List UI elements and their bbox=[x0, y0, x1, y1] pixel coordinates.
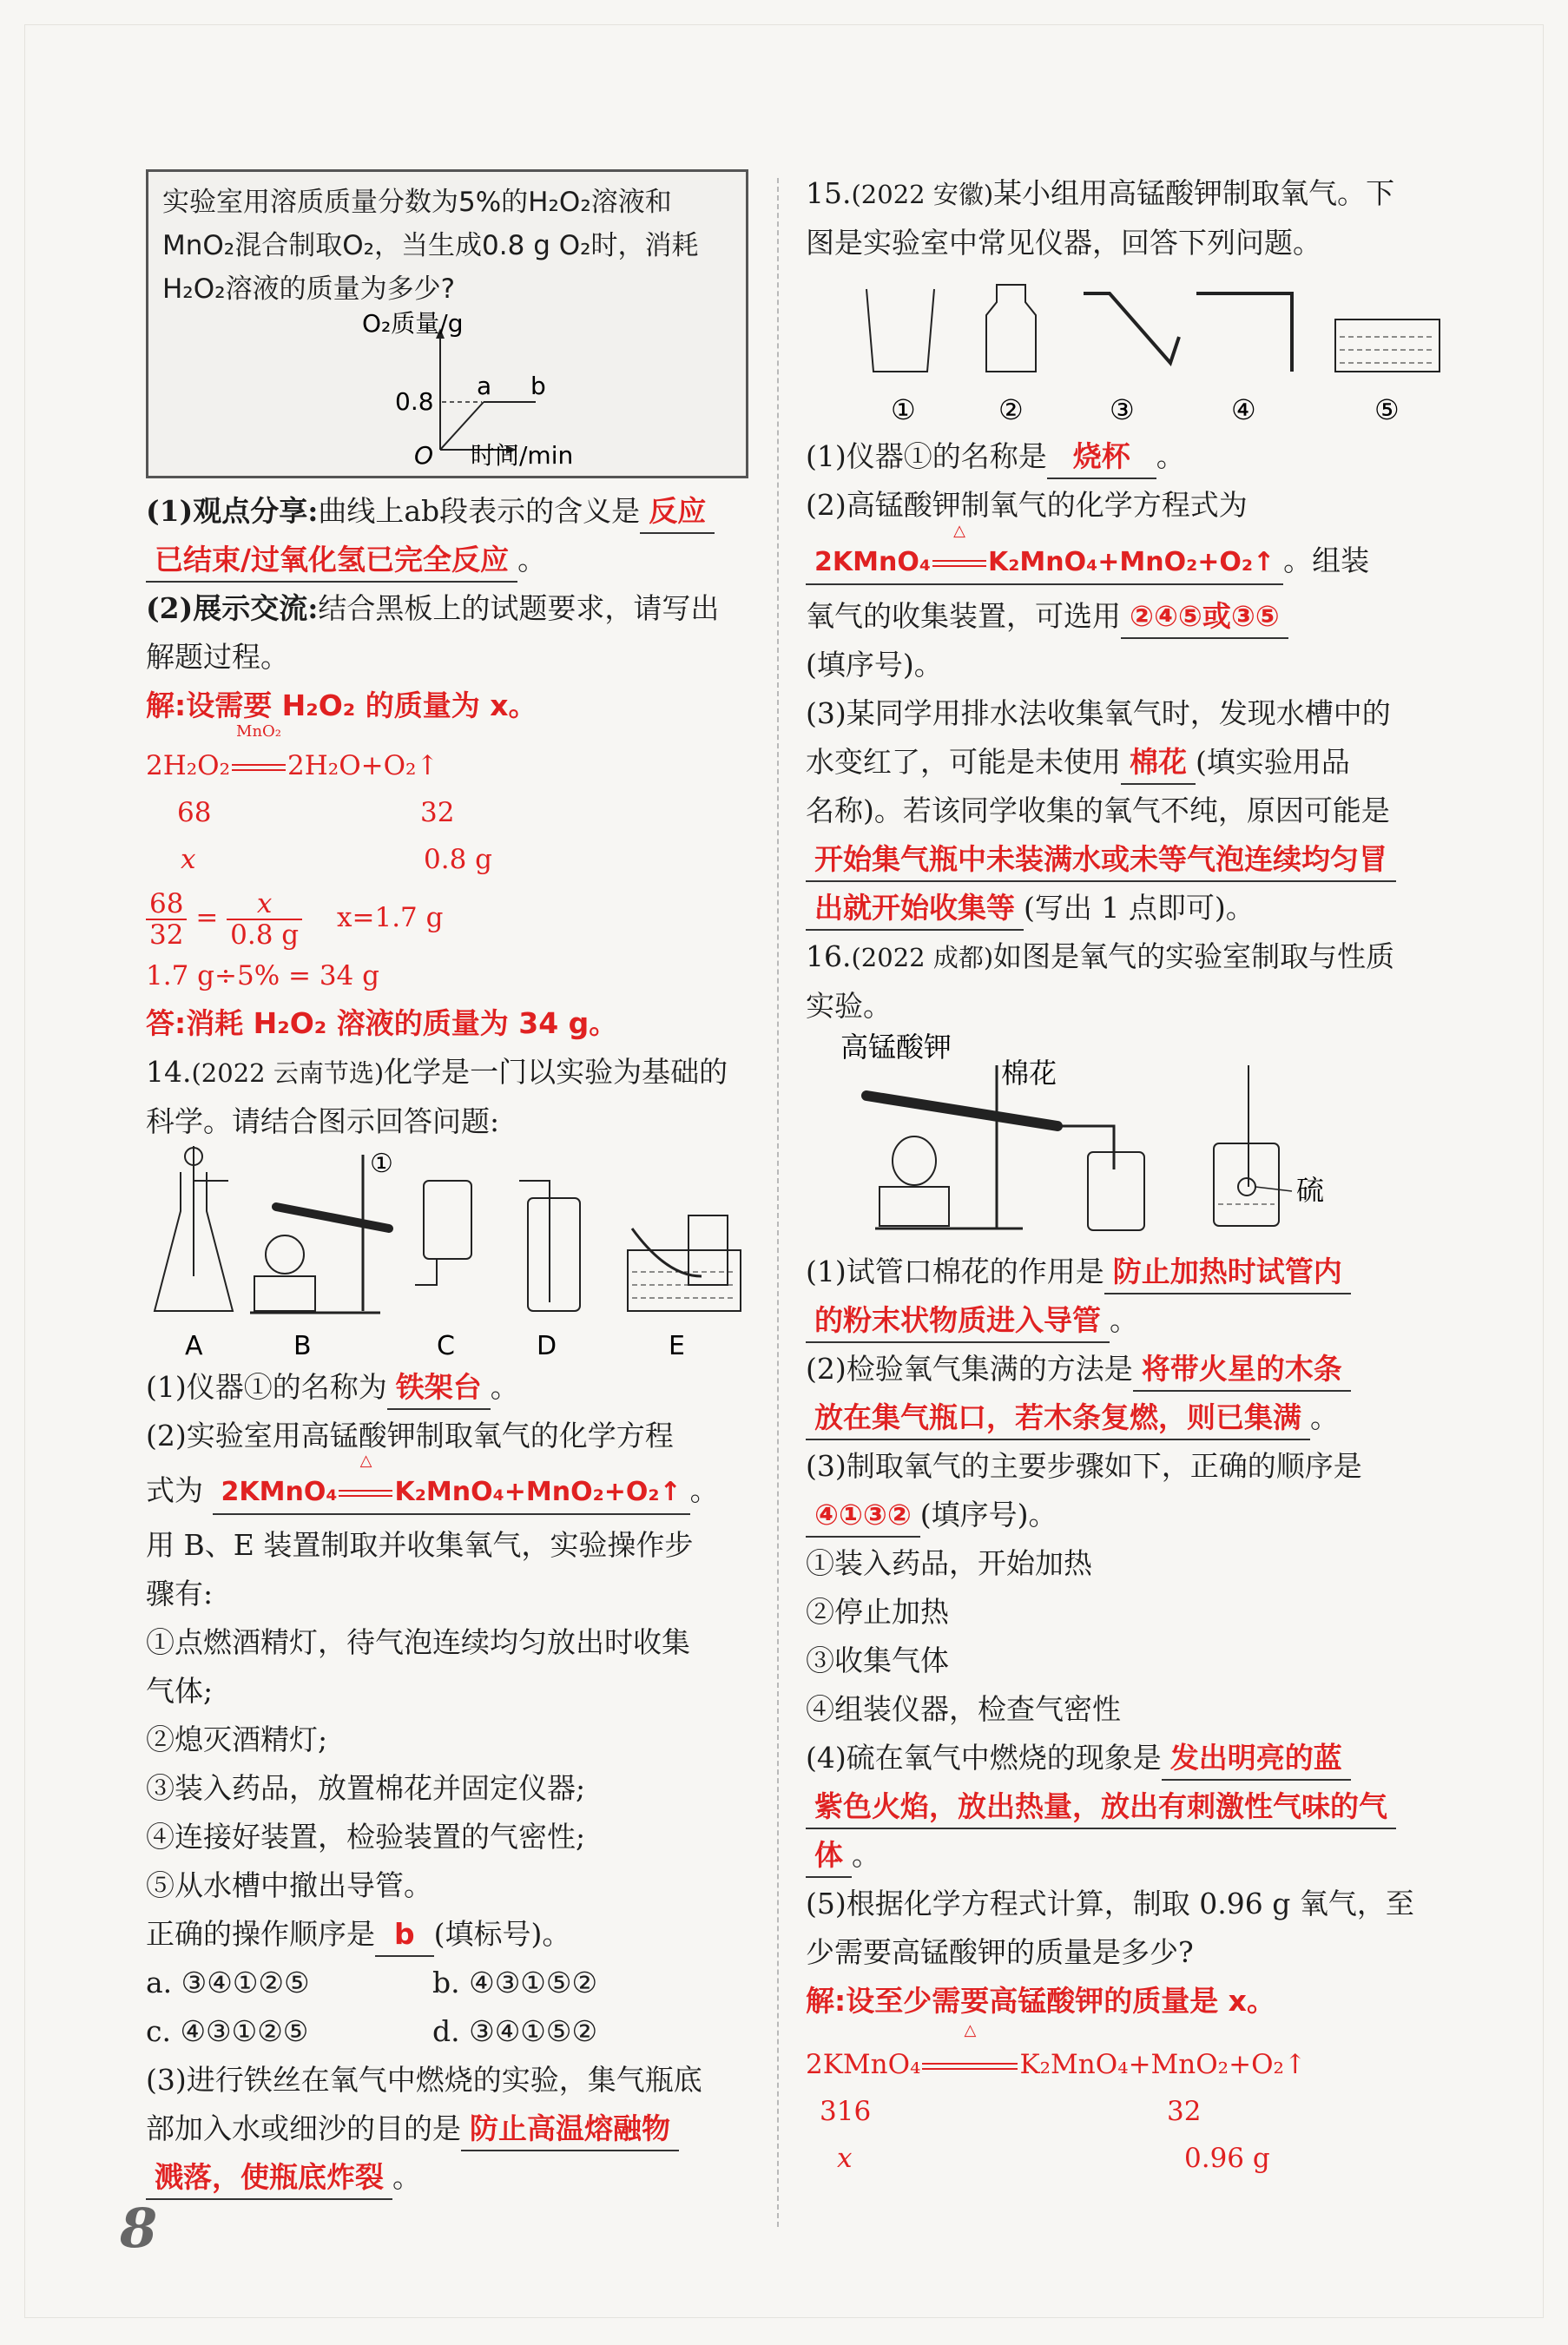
q16-part3: (3)制取氧气的主要步骤如下，正确的顺序是 bbox=[806, 1449, 1362, 1483]
q16-part5: (5)根据化学方程式计算，制取 0.96 g 氧气，至 bbox=[806, 1887, 1414, 1920]
oxygen-mass-graph bbox=[162, 311, 718, 467]
q16-step-4: ④组装仪器，检查气密性 bbox=[806, 1692, 1121, 1726]
graph-origin: O bbox=[414, 441, 434, 467]
q16-solution-intro: 解:设至少需要高锰酸钾的质量是 x。 bbox=[806, 1984, 1275, 2018]
q14-answer3a: 防止高温熔融物 bbox=[461, 2108, 679, 2151]
q14-options-row-2 bbox=[146, 2007, 748, 2056]
q16-answer1a: 防止加热时试管内 bbox=[1104, 1251, 1351, 1294]
q14-step-1: ①点燃酒精灯，待气泡连续均匀放出时收集 bbox=[146, 1625, 690, 1659]
q14-answer2: 2KMnO₄ △ K₂MnO₄+MnO₂+O₂↑ bbox=[213, 1472, 690, 1515]
q13-part1-cont: 已结束/过氧化氢已完全反应 。 bbox=[146, 536, 748, 584]
q13-answer1a: 反应 bbox=[640, 491, 715, 534]
q15-answer3b: 开始集气瓶中未装满水或未等气泡连续均匀冒 bbox=[806, 839, 1396, 882]
q16-label-sulfur: 硫 bbox=[1296, 1174, 1325, 1207]
graph-point-a: a bbox=[477, 372, 492, 400]
q16-answer2a: 将带火星的木条 bbox=[1133, 1348, 1351, 1392]
q15-apparatus-figure bbox=[806, 267, 1450, 432]
q14-part2-text3: 用 B、E 装置制取并收集氧气，实验操作步 bbox=[146, 1528, 694, 1562]
q16-part2-cont: 放在集气瓶口，若木条复燃，则已集满 。 bbox=[806, 1393, 1450, 1442]
fig-marker-1: ① bbox=[370, 1149, 393, 1179]
q13-answer1b: 已结束/过氧化氢已完全反应 bbox=[146, 539, 517, 583]
q13-answer: 答:消耗 H₂O₂ 溶液的质量为 34 g。 bbox=[146, 1006, 618, 1040]
q15-answer3a: 棉花 bbox=[1121, 741, 1196, 785]
q16-part4: (4)硫在氧气中燃烧的现象是 发出明亮的蓝 bbox=[806, 1734, 1450, 1782]
q14-answer1: 铁架台 bbox=[387, 1367, 491, 1410]
q14-step-5: ⑤从水槽中撤出导管。 bbox=[146, 1868, 432, 1902]
q16-answer4a: 发出明亮的蓝 bbox=[1162, 1737, 1351, 1781]
q16-part3-cont: ④①③② (填序号)。 bbox=[806, 1491, 1450, 1539]
q14-step-2: ②熄灭酒精灯; bbox=[146, 1723, 328, 1756]
q14-order-answer: b bbox=[375, 1914, 434, 1957]
q16-answer2b: 放在集气瓶口，若木条复燃，则已集满 bbox=[806, 1397, 1310, 1440]
q14-intro: 14.(2022 云南节选)化学是一门以实验为基础的 bbox=[146, 1055, 728, 1089]
q15-part2-eq: 2KMnO₄ △ K₂MnO₄+MnO₂+O₂↑ 。组装 bbox=[806, 530, 1450, 592]
q15-part2-cont: 氧气的收集装置，可选用 ②④⑤或③⑤ bbox=[806, 592, 1450, 641]
left-column bbox=[146, 169, 748, 2202]
q15-fig-label-5: ⑤ bbox=[1374, 393, 1400, 426]
q16-label-cotton: 棉花 bbox=[1001, 1057, 1057, 1090]
q16-part5-cont: 少需要高锰酸钾的质量是多少? bbox=[806, 1935, 1194, 1969]
q14-part3: (3)进行铁丝在氧气中燃烧的实验，集气瓶底 bbox=[146, 2063, 702, 2097]
q15-fig-label-3: ③ bbox=[1110, 393, 1135, 426]
q15-intro-cont: 图是实验室中常见仪器，回答下列问题。 bbox=[806, 226, 1321, 260]
q16-step-3: ③收集气体 bbox=[806, 1643, 949, 1677]
q15-part3: (3)某同学用排水法收集氧气时，发现水槽中的 bbox=[806, 696, 1391, 730]
q14-options-row-1 bbox=[146, 1959, 748, 2007]
q14-part3-cont: 部加入水或细沙的目的是 防止高温熔融物 bbox=[146, 2105, 748, 2153]
graph-y-label: O₂质量/g bbox=[362, 311, 464, 338]
q14-order: 正确的操作顺序是 b (填标号)。 bbox=[146, 1910, 748, 1959]
q14-part2-text4: 骤有: bbox=[146, 1577, 214, 1611]
q14-option-b: b. ④③①⑤② bbox=[432, 1966, 598, 1999]
q13-ratio-row-1: 68 32 bbox=[177, 797, 455, 828]
q16-answer4c: 体 bbox=[806, 1835, 852, 1878]
q14-option-d: d. ③④①⑤② bbox=[432, 2014, 598, 2048]
q15-answer1: 烧杯 bbox=[1047, 436, 1156, 479]
question-box bbox=[146, 169, 748, 478]
q14-step-1-cont: 气体; bbox=[146, 1674, 214, 1708]
q13-equation: 2H₂O₂ MnO₂ 2H₂O+O₂↑ bbox=[146, 722, 439, 781]
q15-answer2: ②④⑤或③⑤ bbox=[1121, 596, 1288, 639]
q16-answer4b: 紫色火焰，放出热量，放出有刺激性气味的气 bbox=[806, 1786, 1396, 1829]
q16-answer3: ④①③② bbox=[806, 1494, 920, 1538]
q14-apparatus-figure bbox=[146, 1146, 748, 1363]
q16-intro: 16.(2022 成都)如图是氧气的实验室制取与性质 bbox=[806, 939, 1395, 973]
q16-ratio-row-1: 316 32 bbox=[820, 2096, 1202, 2127]
fig-label-a: A bbox=[185, 1331, 203, 1361]
q15-part3-cont: 水变红了，可能是未使用 棉花 (填实验用品 bbox=[806, 738, 1450, 787]
q14-part2-eq: 式为 2KMnO₄ △ K₂MnO₄+MnO₂+O₂↑ 。 bbox=[146, 1460, 748, 1521]
fig-label-e: E bbox=[669, 1331, 685, 1361]
q16-label-kmno4: 高锰酸钾 bbox=[840, 1031, 952, 1064]
q14-intro-cont: 科学。请结合图示回答问题: bbox=[146, 1104, 500, 1138]
q15-part2-fill: (填序号)。 bbox=[806, 648, 943, 682]
q15-part2: (2)高锰酸钾制氧气的化学方程式为 bbox=[806, 488, 1248, 522]
q13-proportion: $\frac{68}{32}$ = $\frac{x}{0.8 g}$ x=1.7 g bbox=[146, 883, 748, 952]
graph-y-tick: 0.8 bbox=[395, 387, 434, 416]
q16-answer1b: 的粉末状物质进入导管 bbox=[806, 1300, 1110, 1343]
q16-part4-end: 体 。 bbox=[806, 1831, 1450, 1880]
q13-part1: (1)观点分享:曲线上ab段表示的含义是 反应 bbox=[146, 487, 748, 536]
q15-fig-label-4: ④ bbox=[1231, 393, 1256, 426]
q14-part1: (1)仪器①的名称为 铁架台 。 bbox=[146, 1363, 748, 1412]
q16-part1-cont: 的粉末状物质进入导管 。 bbox=[806, 1296, 1450, 1345]
q16-step-1: ①装入药品，开始加热 bbox=[806, 1546, 1092, 1580]
fig-label-b: B bbox=[293, 1331, 312, 1361]
q15-fig-label-2: ② bbox=[998, 393, 1024, 426]
q14-step-4: ④连接好装置，检验装置的气密性; bbox=[146, 1820, 586, 1854]
q15-fig-label-1: ① bbox=[891, 393, 916, 426]
q15-part3-text4: 名称)。若该同学收集的氧气不纯，原因可能是 bbox=[806, 794, 1390, 827]
q16-equation: 2KMnO₄ △ K₂MnO₄+MnO₂+O₂↑ bbox=[806, 2021, 1307, 2080]
q13-part2: (2)展示交流:结合黑板上的试题要求，请写出 bbox=[146, 591, 720, 625]
q15-part3-ans2: 出就开始收集等 (写出 1 点即可)。 bbox=[806, 884, 1450, 932]
q16-ratio-row-2: x 0.96 g bbox=[837, 2143, 1270, 2174]
q16-part2: (2)检验氧气集满的方法是 将带火星的木条 bbox=[806, 1345, 1450, 1393]
q13-ratio-row-2: x 0.8 g bbox=[181, 844, 492, 875]
q14-option-a: a. ③④①②⑤ bbox=[146, 1966, 310, 1999]
q14-step-3: ③装入药品，放置棉花并固定仪器; bbox=[146, 1771, 586, 1805]
q15-intro: 15.(2022 安徽)某小组用高锰酸钾制取氧气。下 bbox=[806, 176, 1395, 210]
q14-option-c: c. ④③①②⑤ bbox=[146, 2014, 309, 2048]
box-line-2: MnO₂混合制取O₂，当生成0.8 g O₂时，消耗 bbox=[162, 230, 699, 261]
q15-part3-ans bbox=[806, 835, 1450, 884]
q13-calculation: 1.7 g÷5% = 34 g bbox=[146, 960, 379, 991]
fig-label-d: D bbox=[537, 1331, 557, 1361]
q14-answer3b: 溅落，使瓶底炸裂 bbox=[146, 2157, 392, 2200]
graph-point-b: b bbox=[530, 372, 546, 400]
q13-solution-intro: 解:设需要 H₂O₂ 的质量为 x。 bbox=[146, 688, 537, 722]
q14-part3-ans: 溅落，使瓶底炸裂 。 bbox=[146, 2153, 748, 2202]
q16-intro-cont: 实验。 bbox=[806, 989, 892, 1023]
q14-part2: (2)实验室用高锰酸钾制取氧气的化学方程 bbox=[146, 1419, 674, 1452]
q13-part2-cont: 解题过程。 bbox=[146, 640, 289, 674]
q16-part1: (1)试管口棉花的作用是 防止加热时试管内 bbox=[806, 1248, 1450, 1296]
q16-step-2: ②停止加热 bbox=[806, 1595, 949, 1629]
column-divider bbox=[777, 178, 779, 2227]
q15-part1: (1)仪器①的名称是 烧杯 。 bbox=[806, 432, 1450, 481]
graph-x-label: 时间/min bbox=[471, 441, 574, 467]
box-line-1: 实验室用溶质质量分数为5%的H₂O₂溶液和 bbox=[162, 187, 672, 218]
q15-answer2-eq: 2KMnO₄ △ K₂MnO₄+MnO₂+O₂↑ bbox=[806, 542, 1283, 585]
q15-answer3c: 出就开始收集等 bbox=[806, 887, 1024, 931]
q16-part4-cont bbox=[806, 1782, 1450, 1831]
q16-apparatus-figure bbox=[806, 1031, 1450, 1248]
page-number: 8 bbox=[120, 2197, 158, 2260]
fig-label-c: C bbox=[437, 1331, 455, 1361]
right-column bbox=[806, 169, 1450, 2182]
box-line-3: H₂O₂溶液的质量为多少? bbox=[162, 273, 456, 305]
